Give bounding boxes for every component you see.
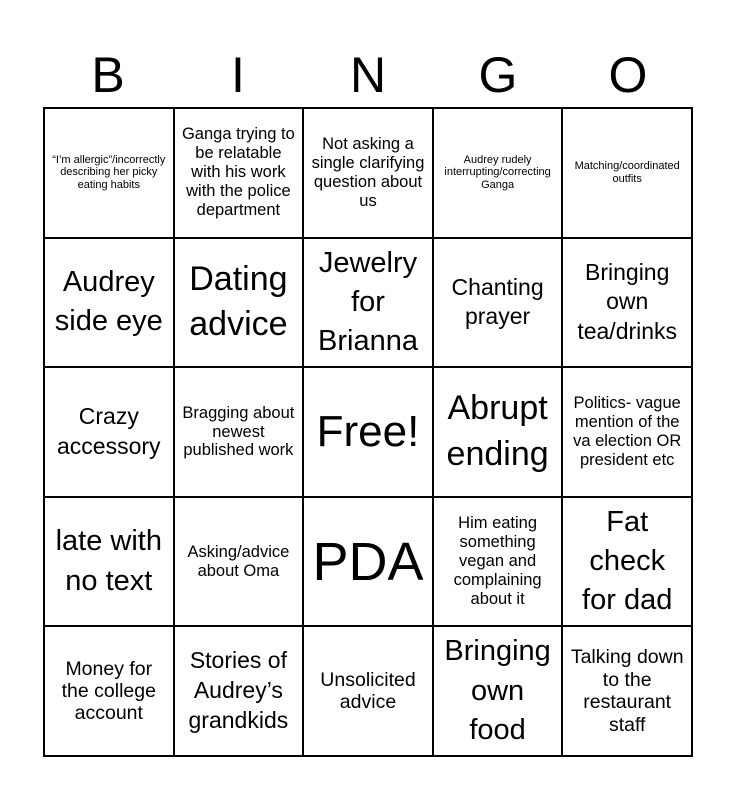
bingo-cell[interactable]: Stories of Audrey’s grandkids	[174, 626, 304, 756]
bingo-cell[interactable]: Audrey rudely interrupting/correcting Ganga	[433, 108, 563, 238]
bingo-cell[interactable]: Bragging about newest published work	[174, 367, 304, 497]
bingo-cell[interactable]: Dating advice	[174, 238, 304, 368]
bingo-cell[interactable]: “I’m allergic”/incorrectly describing her picky eating habits	[44, 108, 174, 238]
bingo-cell[interactable]: Money for the college account	[44, 626, 174, 756]
bingo-cell[interactable]: Audrey side eye	[44, 238, 174, 368]
bingo-cell[interactable]: PDA	[303, 497, 433, 627]
bingo-cell[interactable]: Unsolicited advice	[303, 626, 433, 756]
bingo-cell[interactable]: Him eating something vegan and complaining about it	[433, 497, 563, 627]
bingo-header	[43, 45, 693, 105]
bingo-board	[43, 107, 693, 757]
bingo-cell[interactable]: Crazy accessory	[44, 367, 174, 497]
bingo-cell[interactable]: Politics- vague mention of the va election OR president etc	[562, 367, 692, 497]
header-letter-i: I	[231, 47, 245, 103]
bingo-cell[interactable]: Not asking a single clarifying question about us	[303, 108, 433, 238]
bingo-cell[interactable]: Talking down to the restaurant staff	[562, 626, 692, 756]
bingo-cell[interactable]: Bringing own food	[433, 626, 563, 756]
bingo-cell[interactable]: Asking/advice about Oma	[174, 497, 304, 627]
bingo-cell[interactable]: Chanting prayer	[433, 238, 563, 368]
bingo-cell[interactable]: late with no text	[44, 497, 174, 627]
bingo-cell[interactable]: Jewelry for Brianna	[303, 238, 433, 368]
header-letter-n: N	[349, 47, 387, 103]
bingo-cell[interactable]: Bringing own tea/drinks	[562, 238, 692, 368]
header-letter-g: G	[478, 47, 518, 103]
header-letter-b: B	[91, 47, 125, 103]
free-space-cell[interactable]: Free!	[303, 367, 433, 497]
bingo-cell[interactable]: Ganga trying to be relatable with his work with the police department	[174, 108, 304, 238]
bingo-cell[interactable]: Fat check for dad	[562, 497, 692, 627]
header-letter-o: O	[608, 47, 648, 103]
bingo-cell[interactable]: Abrupt ending	[433, 367, 563, 497]
bingo-cell[interactable]: Matching/coordinated outfits	[562, 108, 692, 238]
